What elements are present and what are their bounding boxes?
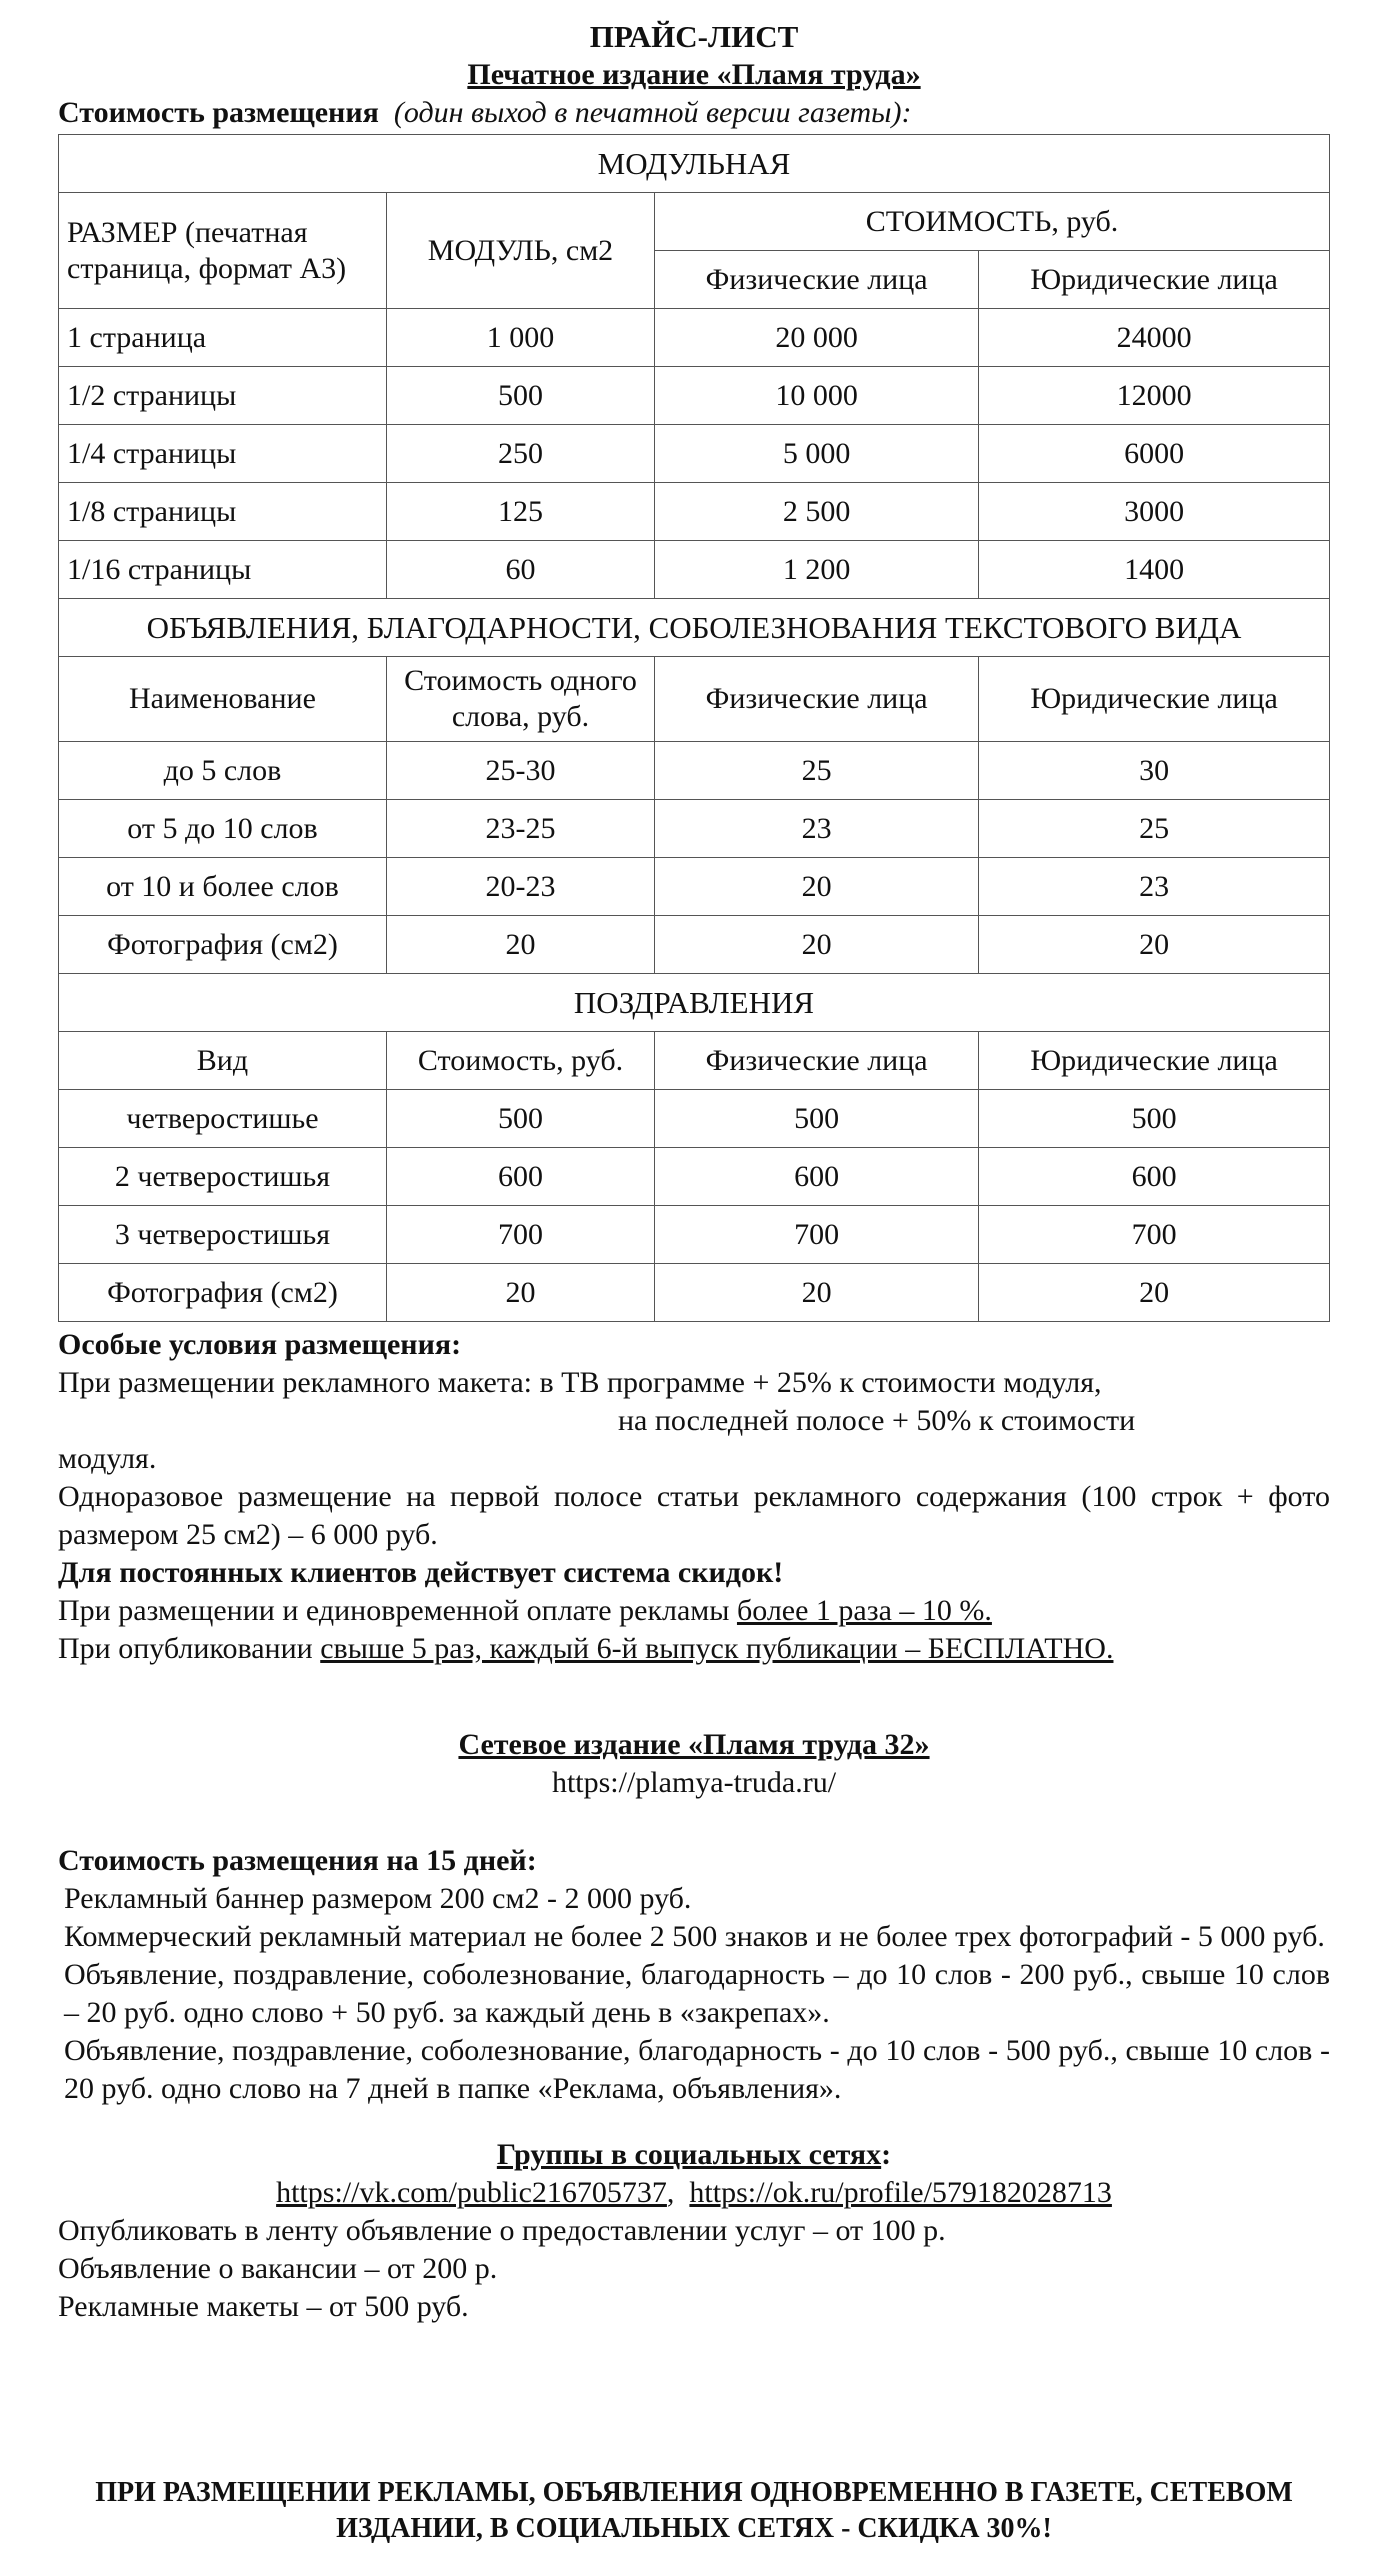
cell-word-cost: 20-23 [386, 858, 654, 916]
conditions-heading: Особые условия размещения: [58, 1328, 462, 1361]
link-separator: , [666, 2176, 675, 2209]
cell-legal: 23 [979, 858, 1330, 916]
cell-legal: 12000 [979, 367, 1330, 425]
section-title-ads: ОБЪЯВЛЕНИЯ, БЛАГОДАРНОСТИ, СОБОЛЕЗНОВАНИЯ ТЕКСТОВОГО ВИДА [59, 599, 1330, 657]
online-item: Коммерческий рекламный материал не более 2 500 знаков и не более трех фотографий - 5 000 руб. [64, 1920, 1325, 1953]
table-row [59, 483, 1330, 541]
cell-word-cost: 23-25 [386, 800, 654, 858]
discount-line [58, 1592, 1330, 1630]
social-item: Опубликовать в ленту объявление о предоставлении услуг – от 100 р. [58, 2214, 946, 2247]
table-row [59, 1090, 1330, 1148]
section-row-ads [59, 599, 1330, 657]
cell-legal: 700 [979, 1206, 1330, 1264]
final-note-line: ИЗДАНИИ, В СОЦИАЛЬНЫХ СЕТЯХ - СКИДКА 30%! [336, 2513, 1052, 2544]
cell-individuals: 10 000 [655, 367, 979, 425]
cell-kind: Фотография (см2) [59, 1264, 387, 1322]
conditions-line: При размещении рекламного макета: в ТВ программе + 25% к стоимости модуля, [58, 1366, 1102, 1399]
intro-bold: Стоимость размещения [58, 96, 379, 129]
cell-size: 1/16 страницы [59, 541, 387, 599]
cell-legal: 6000 [979, 425, 1330, 483]
social-heading-colon: : [881, 2138, 892, 2171]
online-item: Объявление, поздравление, соболезнование, благодарность – до 10 слов - 200 руб., свыше 10 слов – 20 руб. одно слово + 50 руб. за каждый день в «закрепах». [64, 1958, 1330, 2029]
cell-kind: четверостишье [59, 1090, 387, 1148]
social-item: Объявление о вакансии – от 200 р. [58, 2252, 498, 2285]
page-title: ПРАЙС-ЛИСТ [589, 19, 799, 54]
cell-module: 125 [386, 483, 654, 541]
table-row [59, 916, 1330, 974]
cell-cost: 20 [386, 1264, 654, 1322]
online-edition-title: Сетевое издание «Пламя труда 32» [458, 1728, 930, 1761]
cell-word-cost: 25-30 [386, 742, 654, 800]
cell-individuals: 23 [655, 800, 979, 858]
table-header-row [59, 657, 1330, 742]
header-module: МОДУЛЬ, см2 [386, 193, 654, 309]
cell-name: до 5 слов [59, 742, 387, 800]
header-name: Наименование [59, 657, 387, 742]
cell-size: 1/8 страницы [59, 483, 387, 541]
header-legal: Юридические лица [979, 657, 1330, 742]
vk-link[interactable]: https://vk.com/public216705737 [276, 2176, 667, 2209]
cell-name: от 10 и более слов [59, 858, 387, 916]
header-cost: Стоимость, руб. [386, 1032, 654, 1090]
table-row [59, 800, 1330, 858]
section-title-modular: МОДУЛЬНАЯ [59, 135, 1330, 193]
table-row [59, 742, 1330, 800]
cell-module: 500 [386, 367, 654, 425]
social-heading-line [58, 2136, 1330, 2174]
header-size: РАЗМЕР (печатная страница, формат А3) [59, 193, 387, 309]
discount-text: При опубликовании [58, 1632, 321, 1665]
header-cost: СТОИМОСТЬ, руб. [655, 193, 1330, 251]
special-conditions [58, 1326, 1330, 1668]
combined-discount-note [58, 2475, 1330, 2547]
header-kind: Вид [59, 1032, 387, 1090]
cell-legal: 600 [979, 1148, 1330, 1206]
online-cost-heading: Стоимость размещения на 15 дней: [58, 1844, 537, 1877]
cell-individuals: 700 [655, 1206, 979, 1264]
cell-legal: 25 [979, 800, 1330, 858]
social-groups [58, 2136, 1330, 2326]
table-row [59, 1206, 1330, 1264]
header-individuals: Физические лица [655, 1032, 979, 1090]
cell-size: 1/4 страницы [59, 425, 387, 483]
discount-underlined: более 1 раза – 10 %. [736, 1594, 992, 1627]
table-row [59, 541, 1330, 599]
print-edition-title: Печатное издание «Пламя труда» [467, 58, 921, 91]
table-header-row [59, 193, 1330, 251]
online-edition-url[interactable]: https://plamya-truda.ru/ [551, 1766, 837, 1799]
final-note-line: ПРИ РАЗМЕЩЕНИИ РЕКЛАМЫ, ОБЪЯВЛЕНИЯ ОДНОВРЕМЕННО В ГАЗЕТЕ, СЕТЕВОМ [95, 2477, 1293, 2508]
cell-size: 1/2 страницы [59, 367, 387, 425]
intro-italic: (один выход в печатной версии газеты): [393, 96, 912, 129]
discount-text: При размещении и единовременной оплате рекламы [58, 1594, 737, 1627]
cell-kind: 2 четверостишья [59, 1148, 387, 1206]
cell-individuals: 25 [655, 742, 979, 800]
cell-cost: 700 [386, 1206, 654, 1264]
cell-legal: 20 [979, 916, 1330, 974]
cell-individuals: 20 [655, 916, 979, 974]
section-title-congrats: ПОЗДРАВЛЕНИЯ [59, 974, 1330, 1032]
section-row-congrats [59, 974, 1330, 1032]
ok-link[interactable]: https://ok.ru/profile/579182028713 [689, 2176, 1112, 2209]
cell-individuals: 500 [655, 1090, 979, 1148]
section-row-modular [59, 135, 1330, 193]
placement-cost-intro [58, 94, 1330, 132]
online-item: Объявление, поздравление, соболезнование, благодарность - до 10 слов - 500 руб., свыше 10 слов - 20 руб. одно слово на 7 дней в папке «Реклама, объявления». [64, 2034, 1330, 2105]
online-item: Рекламный баннер размером 200 см2 - 2 000 руб. [64, 1882, 692, 1915]
cell-individuals: 20 [655, 1264, 979, 1322]
cell-individuals: 5 000 [655, 425, 979, 483]
cell-individuals: 1 200 [655, 541, 979, 599]
online-edition [58, 1726, 1330, 2108]
cell-module: 250 [386, 425, 654, 483]
cell-legal: 24000 [979, 309, 1330, 367]
cell-cost: 500 [386, 1090, 654, 1148]
header-individuals: Физические лица [655, 251, 979, 309]
cell-cost: 600 [386, 1148, 654, 1206]
header-legal: Юридические лица [979, 251, 1330, 309]
cell-legal: 30 [979, 742, 1330, 800]
table-header-row [59, 1032, 1330, 1090]
table-row [59, 425, 1330, 483]
cell-module: 1 000 [386, 309, 654, 367]
social-heading: Группы в социальных сетях [496, 2138, 882, 2171]
table-row [59, 309, 1330, 367]
cell-kind: 3 четверостишья [59, 1206, 387, 1264]
cell-individuals: 600 [655, 1148, 979, 1206]
cell-legal: 1400 [979, 541, 1330, 599]
cell-name: от 5 до 10 слов [59, 800, 387, 858]
table-row [59, 1148, 1330, 1206]
header-legal: Юридические лица [979, 1032, 1330, 1090]
conditions-line: на последней полосе + 50% к стоимости [618, 1404, 1136, 1437]
conditions-line: модуля. [58, 1442, 157, 1475]
cell-individuals: 20 000 [655, 309, 979, 367]
cell-individuals: 20 [655, 858, 979, 916]
discount-underlined: свыше 5 раз, каждый 6-й выпуск публикации – БЕСПЛАТНО. [320, 1632, 1114, 1665]
cell-module: 60 [386, 541, 654, 599]
cell-legal: 20 [979, 1264, 1330, 1322]
cell-size: 1 страница [59, 309, 387, 367]
cell-legal: 3000 [979, 483, 1330, 541]
discount-line [58, 1630, 1330, 1668]
conditions-line: Одноразовое размещение на первой полосе статьи рекламного содержания (100 строк + фото размером 25 см2) – 6 000 руб. [58, 1480, 1330, 1551]
social-links [58, 2174, 1330, 2212]
header-individuals: Физические лица [655, 657, 979, 742]
cell-legal: 500 [979, 1090, 1330, 1148]
discount-heading: Для постоянных клиентов действует система скидок! [58, 1556, 784, 1589]
cell-name: Фотография (см2) [59, 916, 387, 974]
table-row [59, 367, 1330, 425]
cell-individuals: 2 500 [655, 483, 979, 541]
header-word-cost: Стоимость одного слова, руб. [386, 657, 654, 742]
table-row [59, 858, 1330, 916]
price-table [58, 134, 1330, 1322]
cell-word-cost: 20 [386, 916, 654, 974]
social-item: Рекламные макеты – от 500 руб. [58, 2290, 469, 2323]
table-row [59, 1264, 1330, 1322]
